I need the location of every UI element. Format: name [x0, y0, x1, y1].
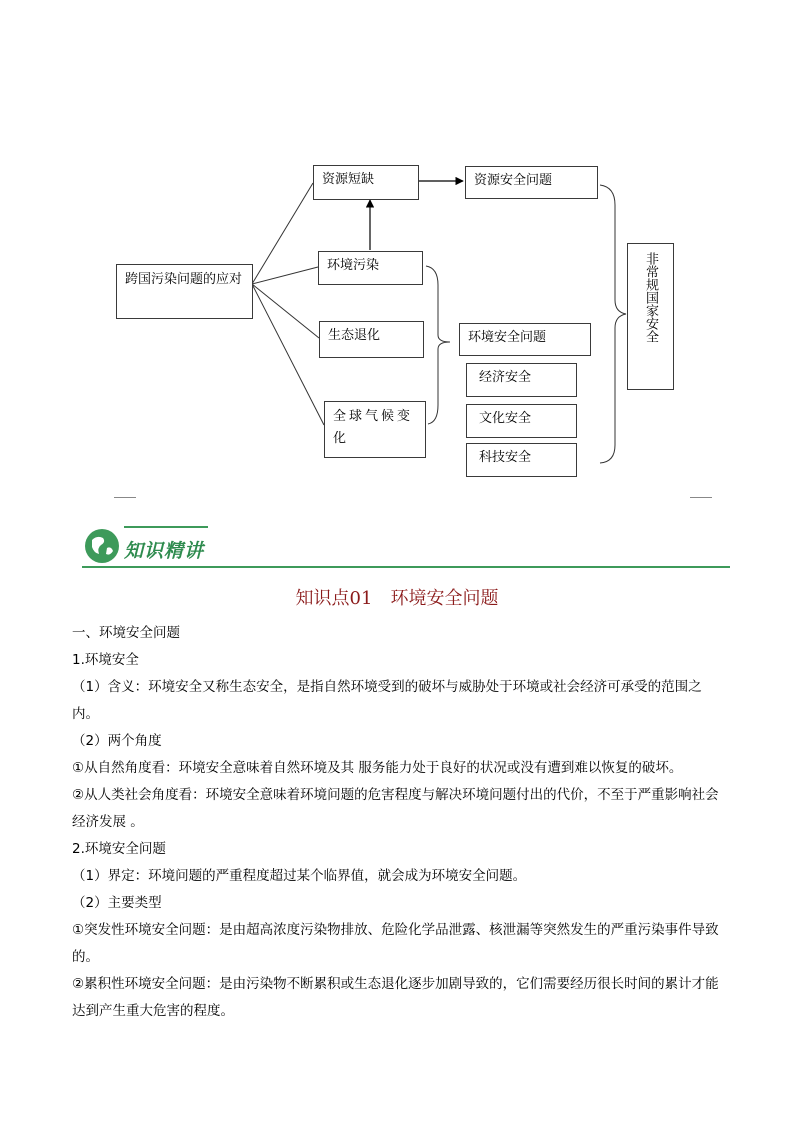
- env-security-box: [459, 323, 591, 356]
- nontraditional-security-label: 非常规国家安全: [643, 252, 658, 343]
- climate-change-label: 全球气候变化: [333, 409, 414, 446]
- banner-rule: [82, 566, 730, 568]
- tech-security-box: [466, 443, 577, 477]
- globe-icon: [82, 526, 122, 570]
- paragraph: 2.环境安全问题: [72, 841, 166, 857]
- banner-title: 知识精讲: [124, 540, 205, 562]
- paragraph: （1）含义：环境安全又称生态安全，是指自然环境受到的破坏与威胁处于环境或社会经济可承受的范围之内。: [72, 679, 702, 722]
- resource-security-label: 资源安全问题: [474, 173, 553, 188]
- banner-top-rule: [124, 526, 208, 528]
- resource-shortage-box: [313, 165, 419, 200]
- env-pollution-box: [318, 251, 423, 285]
- paragraph: ②累积性环境安全问题：是由污染物不断累积或生态退化逐步加剧导致的，它们需要经历很长时间的累计才能达到产生重大危害的程度。: [72, 976, 719, 1019]
- eco-degradation-label: 生态退化: [328, 328, 381, 343]
- resource-security-box: [465, 166, 598, 199]
- nontraditional-security-box: [627, 243, 674, 390]
- corner-mark-right: [690, 497, 712, 498]
- section-title: 知识点01 环境安全问题: [295, 588, 499, 609]
- paragraph: ②从人类社会角度看：环境安全意味着环境问题的危害程度与解决环境问题付出的代价，不至于严重影响社会经济发展 。: [72, 787, 719, 830]
- resource-shortage-label: 资源短缺: [322, 172, 375, 187]
- paragraph: （1）界定：环境问题的严重程度超过某个临界值，就会成为环境安全问题。: [72, 868, 527, 884]
- root-box: [116, 264, 253, 319]
- economic-security-box: [466, 363, 577, 397]
- paragraph: 1.环境安全: [72, 652, 139, 668]
- env-pollution-label: 环境污染: [327, 258, 380, 273]
- corner-mark-left: [114, 497, 136, 498]
- climate-change-box: [324, 401, 426, 458]
- tech-security-label: 科技安全: [479, 450, 532, 465]
- cultural-security-box: [466, 404, 577, 438]
- paragraph: ①从自然角度看：环境安全意味着自然环境及其 服务能力处于良好的状况或没有遭到难以恢复的破坏。: [72, 760, 683, 776]
- content-body: [72, 620, 724, 1025]
- paragraph: （2）两个角度: [72, 733, 162, 749]
- cultural-security-label: 文化安全: [479, 411, 532, 426]
- paragraph: （2）主要类型: [72, 895, 162, 911]
- root-label: 跨国污染问题的应对: [125, 272, 243, 287]
- paragraph: 一、环境安全问题: [72, 625, 180, 641]
- economic-security-label: 经济安全: [479, 370, 532, 385]
- env-security-label: 环境安全问题: [468, 330, 547, 345]
- paragraph: ①突发性环境安全问题：是由超高浓度污染物排放、危险化学品泄露、核泄漏等突然发生的严重污染事件导致的。: [72, 922, 719, 965]
- eco-degradation-box: [319, 321, 424, 358]
